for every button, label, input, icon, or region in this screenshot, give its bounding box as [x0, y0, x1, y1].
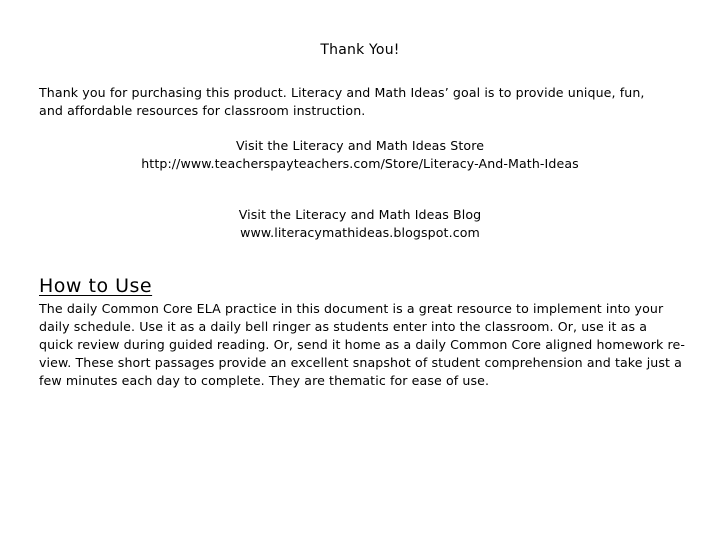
store-label: Visit the Literacy and Math Ideas Store: [235, 138, 485, 153]
page-title: Thank You!: [320, 42, 400, 58]
blog-label: Visit the Literacy and Math Ideas Blog: [238, 207, 482, 222]
how-to-use-line: few minutes each day to complete. They are thematic for ease of use.: [39, 373, 490, 388]
store-block: [0, 137, 720, 173]
how-to-use-line: The daily Common Core ELA practice in this document is a great resource to implement into your: [39, 301, 664, 316]
intro-paragraph: [39, 84, 709, 120]
how-to-use-line: daily schedule. Use it as a daily bell ringer as students enter into the classroom. Or, use it as a: [39, 319, 648, 334]
blog-block: [0, 206, 720, 242]
how-to-use-heading: How to Use: [39, 275, 153, 297]
how-to-use-line: view. These short passages provide an excellent snapshot of student comprehension and take just a: [39, 355, 682, 370]
store-link[interactable]: http://www.teacherspayteachers.com/Store/Literacy-And-Math-Ideas: [141, 156, 579, 171]
how-to-use-line: quick review during guided reading. Or, send it home as a daily Common Core aligned homework re-: [39, 337, 686, 352]
how-to-use-paragraph: [39, 300, 709, 390]
intro-line: Thank you for purchasing this product. Literacy and Math Ideas’ goal is to provide unique, fun,: [39, 85, 645, 100]
blog-link[interactable]: www.literacymathideas.blogspot.com: [240, 225, 480, 240]
intro-line: and affordable resources for classroom instruction.: [39, 103, 366, 118]
